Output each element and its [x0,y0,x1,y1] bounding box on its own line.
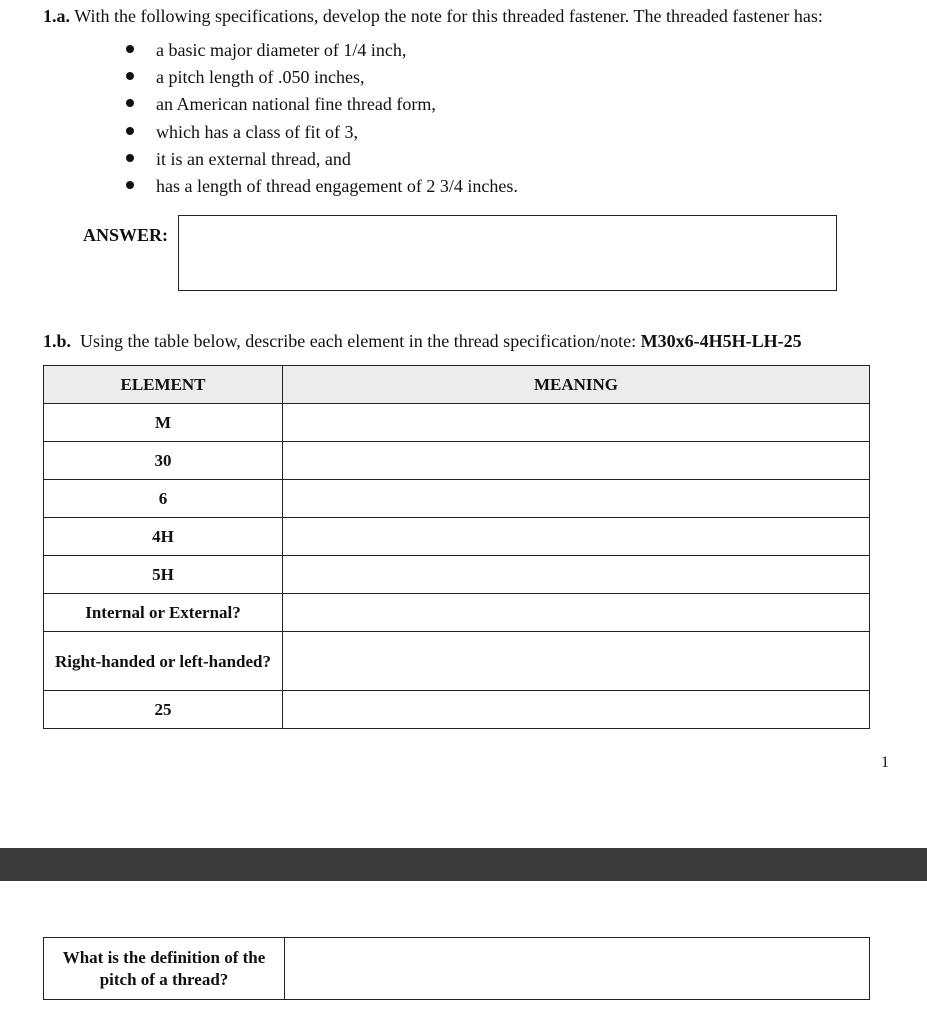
spec-item: a pitch length of .050 inches, [126,65,518,92]
page-number: 1 [881,754,889,771]
table-row [44,442,870,480]
spec-item: has a length of thread engagement of 2 3/4 inches. [126,174,518,201]
meaning-cell[interactable] [283,404,870,442]
bullet-icon [126,154,134,162]
element-table [43,365,870,729]
meaning-cell[interactable] [283,594,870,632]
table-row [44,938,870,1000]
question-1b-prompt [43,329,802,353]
bullet-icon [126,72,134,80]
table-row [44,632,870,691]
answer-box[interactable] [178,215,837,291]
header-element: ELEMENT [44,366,283,404]
table-row [44,480,870,518]
table-row [44,518,870,556]
meaning-cell[interactable] [283,442,870,480]
bullet-icon [126,45,134,53]
bullet-icon [126,127,134,135]
meaning-cell[interactable] [283,480,870,518]
answer-label: ANSWER: [83,225,169,245]
meaning-cell[interactable] [283,556,870,594]
spec-item: a basic major diameter of 1/4 inch, [126,38,518,65]
table-row [44,404,870,442]
question-1a-number: 1.a. [43,6,70,26]
meaning-cell[interactable] [283,691,870,729]
question-1b-number: 1.b. [43,331,72,351]
spec-item: an American national fine thread form, [126,92,518,119]
bullet-icon [126,181,134,189]
meaning-cell[interactable] [283,518,870,556]
table-row [44,594,870,632]
pitch-answer-cell[interactable] [285,938,870,1000]
table-row [44,691,870,729]
element-cell: 4H [44,518,283,556]
pitch-question-cell: What is the definition of the pitch of a thread? [44,938,285,1000]
spec-list [126,38,518,201]
spec-item: it is an external thread, and [126,147,518,174]
element-cell: 5H [44,556,283,594]
header-meaning: MEANING [283,366,870,404]
element-cell: 25 [44,691,283,729]
question-1a-text: With the following specifications, develop the note for this threaded fastener. The threaded fastener has: [74,6,823,26]
question-1b-text: Using the table below, describe each element in the thread specification/note: [80,331,637,351]
element-cell: Right-handed or left-handed? [44,632,283,691]
element-cell: M [44,404,283,442]
table-header-row [44,366,870,404]
thread-note: M30x6-4H5H-LH-25 [640,331,802,351]
bullet-icon [126,99,134,107]
page-separator [0,848,927,881]
element-cell: 30 [44,442,283,480]
element-cell: 6 [44,480,283,518]
spec-item: which has a class of fit of 3, [126,120,518,147]
element-cell: Internal or External? [44,594,283,632]
meaning-cell[interactable] [283,632,870,691]
table-row [44,556,870,594]
pitch-table [43,937,870,1000]
question-1a-prompt [43,4,913,28]
